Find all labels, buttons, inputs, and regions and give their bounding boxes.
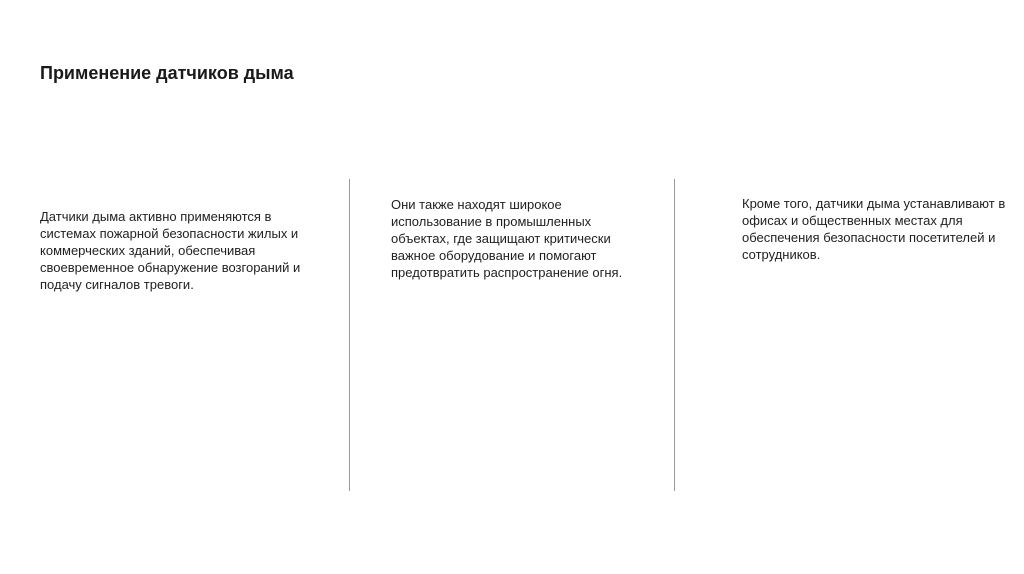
column-divider-2 [674,179,675,491]
column-divider-1 [349,179,350,491]
slide-title: Применение датчиков дыма [40,63,294,83]
column-text-2: Они также находят широкое использование в промышленных объектах, где защищают критически важное оборудование и помогают предотвратить распространение огня. [391,197,623,280]
column-text-1: Датчики дыма активно применяются в системах пожарной безопасности жилых и коммерческих зданий, обеспечивая своевременное обнаружение возгораний и подачу сигналов тревоги. [40,209,301,292]
column-text-3: Кроме того, датчики дыма устанавливают в офисах и общественных местах для обеспечения безопасности посетителей и сотрудников. [742,196,1006,262]
